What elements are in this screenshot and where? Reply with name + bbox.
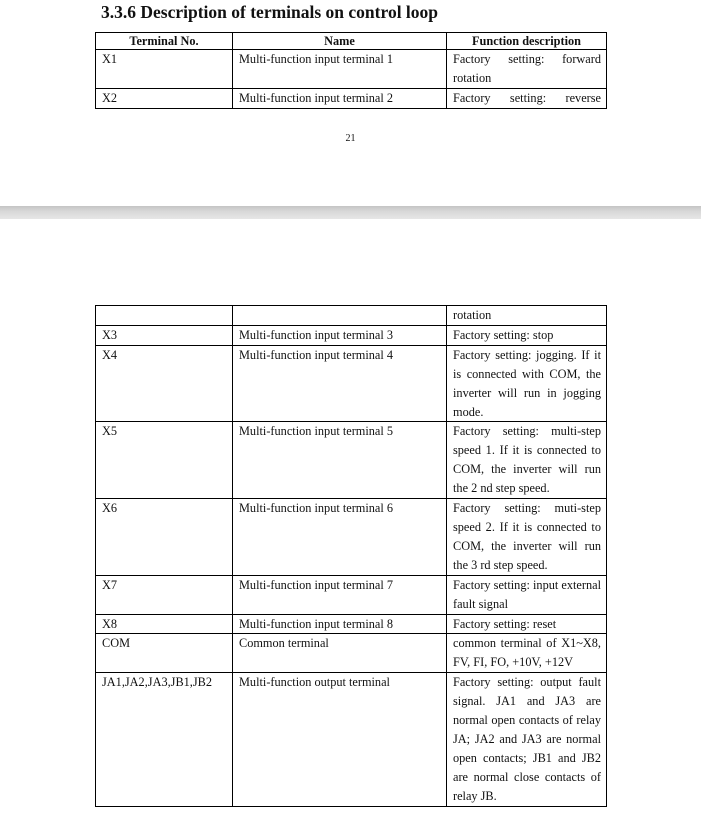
table-row [96,614,607,634]
description-cell: Factory setting: reverse [447,88,607,108]
empty-cell [96,806,233,807]
table-row [96,306,607,326]
terminals-table-page-1 [95,32,607,109]
table-row [96,673,607,806]
terminal-cell: X5 [96,422,233,499]
description-cell: Factory setting: reset [447,614,607,634]
table-row [96,345,607,422]
description-cell: Factory setting: jogging. If it is connected with COM, the inverter will run in jogging mode. [447,345,607,422]
table-row [96,499,607,576]
name-cell: Multi-function input terminal 4 [233,345,447,422]
terminal-cell: X2 [96,88,233,108]
terminal-cell: COM [96,634,233,673]
description-cell: Factory setting: input external fault signal [447,575,607,614]
name-cell: Multi-function output terminal [233,673,447,806]
table-row [96,634,607,673]
terminal-cell [96,306,233,326]
name-cell: Multi-function input terminal 2 [233,88,447,108]
name-cell: Multi-function input terminal 6 [233,499,447,576]
name-cell: Multi-function input terminal 3 [233,325,447,345]
name-cell: Multi-function input terminal 1 [233,50,447,89]
header-name: Name [233,33,447,50]
page-number: 21 [345,133,356,144]
table-header-row [96,33,607,50]
section-title: 3.3.6 Description of terminals on control loop [101,2,439,22]
description-cell: Factory setting: stop [447,325,607,345]
page-separator [0,206,701,219]
terminal-cell: X3 [96,325,233,345]
name-cell: Multi-function input terminal 5 [233,422,447,499]
empty-cell [233,806,447,807]
table-row [96,88,607,108]
header-function-description: Function description [447,33,607,50]
terminal-cell: JA1,JA2,JA3,JB1,JB2 [96,673,233,806]
table-row [96,575,607,614]
table-row-continued [96,806,607,807]
description-cell: Factory setting: multi-step speed 1. If it is connected to COM, the inverter will run the 2 nd step speed. [447,422,607,499]
table-row [96,50,607,89]
table-row [96,422,607,499]
description-cell: Factory setting: muti-step speed 2. If it is connected to COM, the inverter will run the 3 rd step speed. [447,499,607,576]
description-cell: rotation [447,306,607,326]
table-row [96,325,607,345]
description-cell: common terminal of X1~X8, FV, FI, FO, +10V, +12V [447,634,607,673]
empty-cell [447,806,607,807]
terminal-cell: X4 [96,345,233,422]
terminals-table-page-2 [95,305,607,807]
header-terminal-no: Terminal No. [96,33,233,50]
name-cell: Multi-function input terminal 7 [233,575,447,614]
terminal-cell: X1 [96,50,233,89]
description-cell: Factory setting: output fault signal. JA1 and JA3 are normal open contacts of relay JA; JA2 and JA3 are normal open contacts; JB1 and JB2 are normal close contacts of relay JB. [447,673,607,806]
name-cell: Multi-function input terminal 8 [233,614,447,634]
description-cell: Factory setting: forward rotation [447,50,607,89]
name-cell: Common terminal [233,634,447,673]
name-cell [233,306,447,326]
terminal-cell: X7 [96,575,233,614]
terminal-cell: X8 [96,614,233,634]
terminal-cell: X6 [96,499,233,576]
